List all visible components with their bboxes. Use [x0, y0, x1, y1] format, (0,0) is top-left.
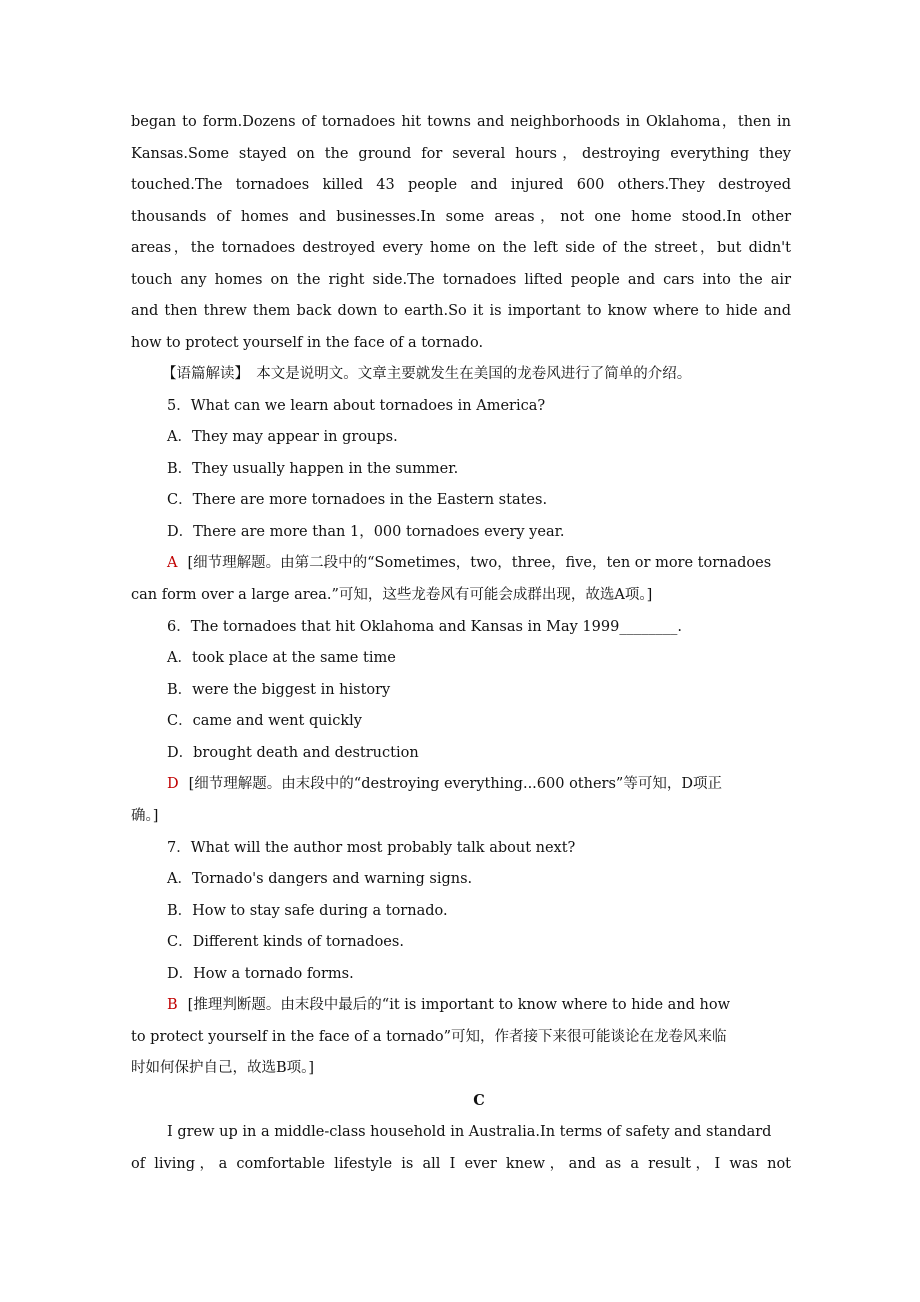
- question-6-explanation: [167, 773, 807, 795]
- question-5-option-b: B．They usually happen in the summer.: [167, 461, 459, 477]
- question-6-option-c: C．came and went quickly: [167, 713, 362, 729]
- question-6-answer: D: [167, 776, 179, 792]
- question-5-option-a: A．They may appear in groups.: [167, 429, 398, 445]
- passage-b-line: thousands of homes and businesses.In some areas，not one home stood.In other: [131, 209, 791, 225]
- passage-b-line: began to form.Dozens of tornadoes hit towns and neighborhoods in Oklahoma，then in: [131, 114, 791, 130]
- passage-b-line: areas，the tornadoes destroyed every home on the left side of the street，but didn't: [131, 240, 791, 256]
- question-5-option-c: C．There are more tornadoes in the Eastern states.: [167, 492, 548, 508]
- question-7-option-d: D．How a tornado forms.: [167, 966, 354, 982]
- question-6-explanation-cont: 确。]: [131, 808, 159, 824]
- passage-b-line: touched.The tornadoes killed 43 people and injured 600 others.They destroyed: [131, 177, 791, 193]
- question-5-explanation-cont: can form over a large area.”可知，这些龙卷风有可能会成群出现，故选A项。]: [131, 587, 653, 603]
- question-6-option-a: A．took place at the same time: [167, 650, 396, 666]
- explanation-text: [推理判断题。由末段中最后的“it is important to know where to hide and how: [187, 997, 731, 1013]
- passage-b-line: Kansas.Some stayed on the ground for several hours，destroying everything they: [131, 146, 791, 162]
- question-7-explanation-cont: 时如何保护自己，故选B项。]: [131, 1060, 315, 1076]
- passage-b-line: and then threw them back down to earth.So it is important to know where to hide and: [131, 303, 791, 319]
- passage-b-line: touch any homes on the right side.The tornadoes lifted people and cars into the air: [131, 272, 791, 288]
- question-7-stem: 7．What will the author most probably talk about next?: [167, 840, 576, 856]
- question-7-explanation: [167, 994, 807, 1016]
- question-6-stem: 6．The tornadoes that hit Oklahoma and Kansas in May 1999________.: [167, 619, 682, 635]
- question-7-option-b: B．How to stay safe during a tornado.: [167, 903, 448, 919]
- question-5-option-d: D．There are more than 1，000 tornadoes every year.: [167, 524, 565, 540]
- question-5-answer: A: [167, 555, 178, 571]
- question-7-answer: B: [167, 997, 178, 1013]
- question-5-stem: 5．What can we learn about tornadoes in America?: [167, 398, 546, 414]
- passage-b-line: how to protect yourself in the face of a tornado.: [131, 335, 484, 351]
- question-5-explanation: [167, 552, 807, 574]
- explanation-text: [细节理解题。由第二段中的“Sometimes，two，three，five，ten or more tornadoes: [187, 555, 772, 571]
- passage-analysis: 【语篇解读】 本文是说明文。文章主要就发生在美国的龙卷风进行了简单的介绍。: [162, 366, 692, 382]
- question-7-explanation-cont: to protect yourself in the face of a tornado”可知，作者接下来很可能谈论在龙卷风来临: [131, 1029, 727, 1045]
- question-7-option-a: A．Tornado's dangers and warning signs.: [167, 871, 473, 887]
- passage-c-line: of living，a comfortable lifestyle is all I ever knew，and as a result，I was not: [131, 1156, 791, 1172]
- question-6-option-b: B．were the biggest in history: [167, 682, 391, 698]
- explanation-text: [细节理解题。由末段中的“destroying everything...600 others”等可知，D项正: [188, 776, 722, 792]
- passage-c-line: I grew up in a middle-class household in Australia.In terms of safety and standard: [167, 1124, 772, 1140]
- question-6-option-d: D．brought death and destruction: [167, 745, 419, 761]
- passage-c-heading: C: [473, 1092, 485, 1109]
- question-7-option-c: C．Different kinds of tornadoes.: [167, 934, 404, 950]
